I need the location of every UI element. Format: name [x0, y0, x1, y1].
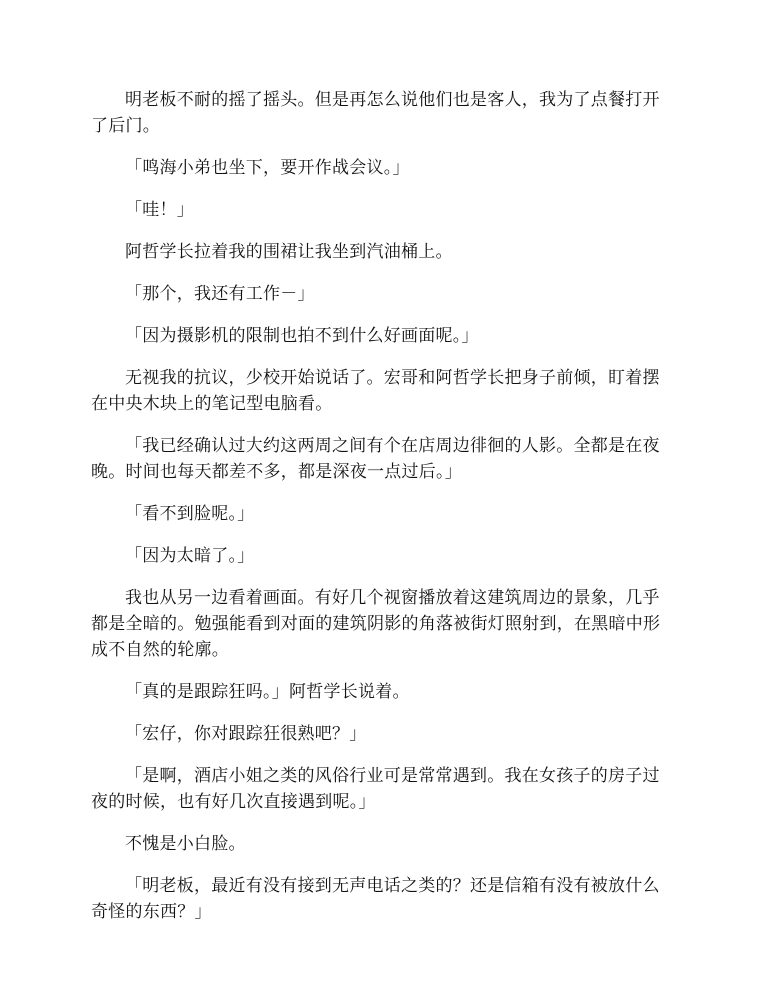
paragraph: 「鸣海小弟也坐下，要开作战会议。」: [125, 158, 410, 178]
paragraph: 「我已经确认过大约这两周之间有个在店周边徘徊的人影。全都是在夜晚。时间也每天都差不多，都是深夜一点过后。」: [91, 436, 660, 482]
paragraph: 「看不到脸呢。」: [125, 504, 255, 524]
document-page: [91, 87, 673, 941]
paragraph: 不愧是小白脸。: [125, 834, 246, 854]
paragraph: 「因为太暗了。」: [125, 546, 255, 566]
paragraph: 阿哲学长拉着我的围裙让我坐到汽油桶上。: [125, 242, 453, 262]
paragraph: 「那个，我还有工作－」: [125, 284, 315, 304]
paragraph: 我也从另一边看着画面。有好几个视窗播放着这建筑周边的景象，几乎都是全暗的。勉强能看到对面的建筑阴影的角落被街灯照射到，在黑暗中形成不自然的轮廓。: [91, 588, 661, 660]
paragraph: 明老板不耐的摇了摇头。但是再怎么说他们也是客人，我为了点餐打开了后门。: [91, 90, 660, 136]
paragraph: 「因为摄影机的限制也拍不到什么好画面呢。」: [125, 326, 479, 346]
paragraph: 「宏仔，你对跟踪狂很熟吧？」: [125, 724, 367, 744]
paragraph: 「哇！」: [125, 200, 194, 220]
paragraph: 「明老板，最近有没有接到无声电话之类的？还是信箱有没有被放什么奇怪的东西？」: [91, 876, 660, 922]
paragraph: 无视我的抗议，少校开始说话了。宏哥和阿哲学长把身子前倾，盯着摆在中央木块上的笔记型电脑看。: [91, 368, 660, 414]
paragraph: 「是啊，酒店小姐之类的风俗行业可是常常遇到。我在女孩子的房子过夜的时候，也有好几次直接遇到呢。」: [91, 766, 660, 812]
paragraph: 「真的是跟踪狂吗。」阿哲学长说着。: [125, 682, 410, 702]
